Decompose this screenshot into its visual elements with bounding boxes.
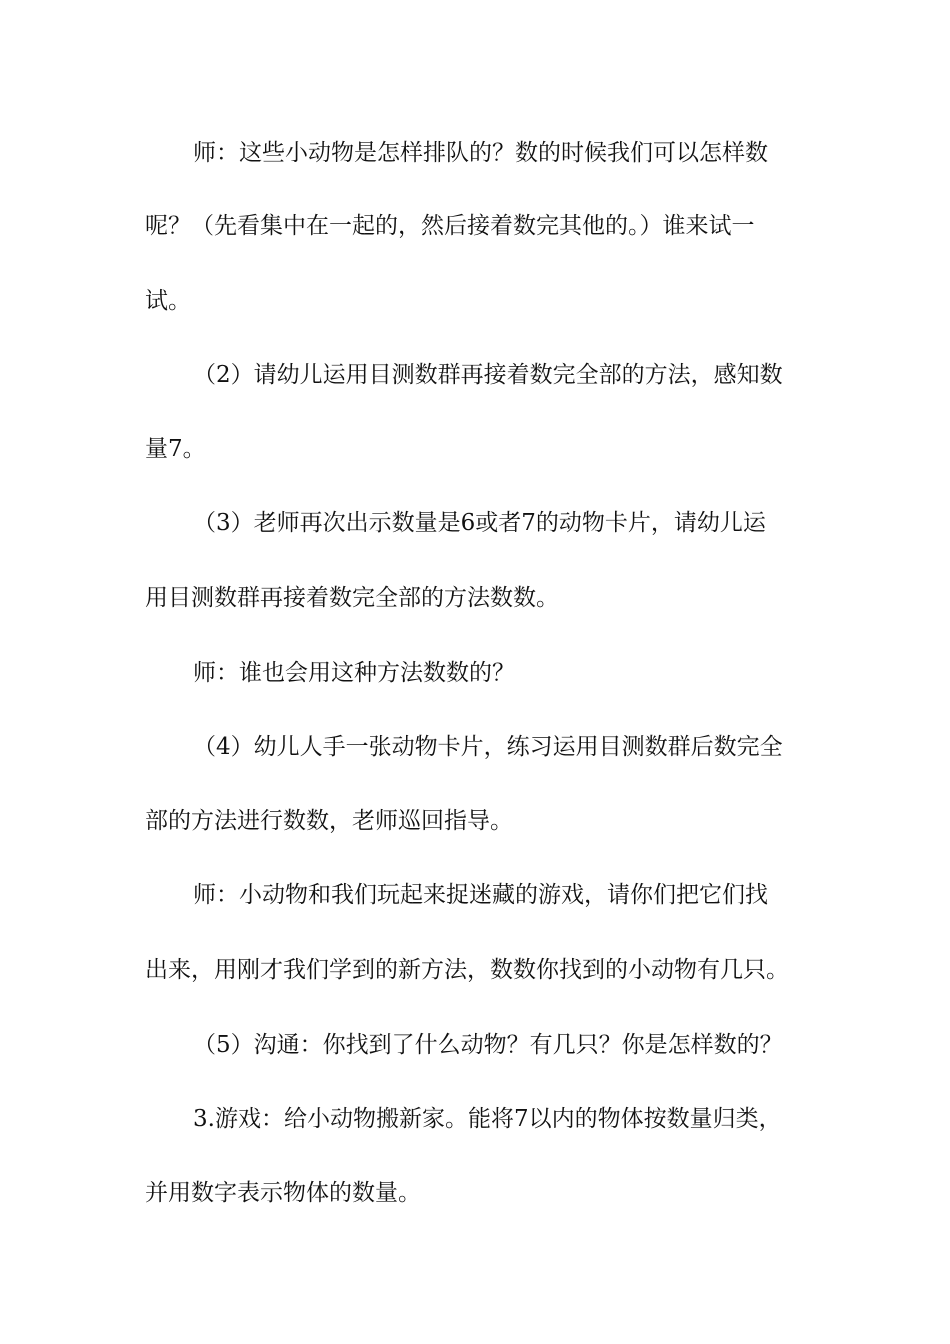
text-line: 并用数字表示物体的数量。 — [145, 1180, 421, 1206]
text-line: （3）老师再次出示数量是6或者7的动物卡片，请幼儿运 — [193, 510, 766, 536]
text-line: 量7。 — [145, 436, 206, 462]
text-line: 呢？（先看集中在一起的，然后接着数完其他的。）谁来试一 — [145, 213, 755, 239]
text-line: 部的方法进行数数，老师巡回指导。 — [145, 808, 513, 834]
text-line: 用目测数群再接着数完全部的方法数数。 — [145, 585, 559, 611]
text-line: 师：这些小动物是怎样排队的？数的时候我们可以怎样数 — [193, 140, 768, 166]
text-line: 师：小动物和我们玩起来捉迷藏的游戏，请你们把它们找 — [193, 882, 768, 908]
text-line: 试。 — [145, 288, 191, 314]
text-line: （2）请幼儿运用目测数群再接着数完全部的方法，感知数 — [193, 362, 783, 388]
text-line: 出来，用刚才我们学到的新方法，数数你找到的小动物有几只。 — [145, 957, 789, 983]
text-line: （5）沟通：你找到了什么动物？有几只？你是怎样数的？ — [193, 1032, 783, 1058]
text-line: 师：谁也会用这种方法数数的？ — [193, 660, 515, 686]
text-line: 3.游戏：给小动物搬新家。能将7以内的物体按数量归类， — [193, 1106, 782, 1132]
text-line: （4）幼儿人手一张动物卡片，练习运用目测数群后数完全 — [193, 734, 783, 760]
